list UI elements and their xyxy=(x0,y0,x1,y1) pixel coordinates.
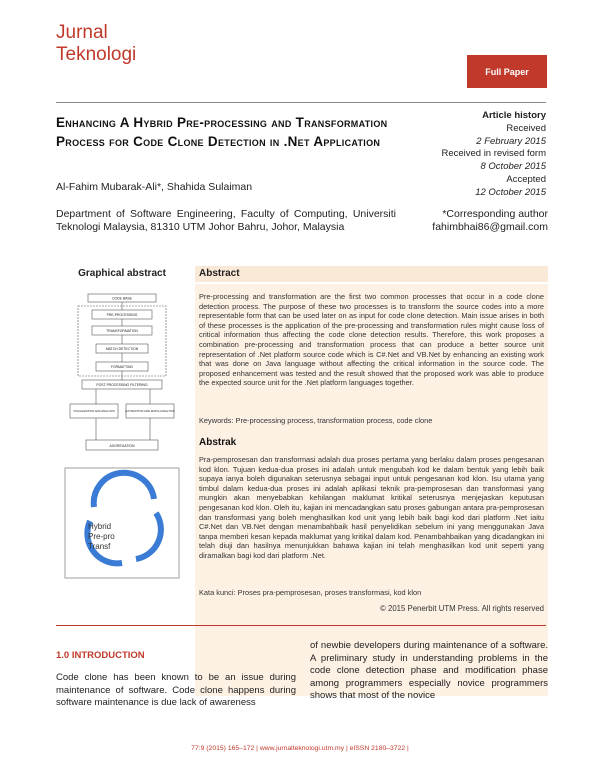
affiliation: Department of Software Engineering, Faculty of Computing, Universiti Teknologi Malaysia, 81310 UTM Johor Bahru, Johor, Malaysia xyxy=(56,208,396,233)
label-visualization: VISUALIZATION AND ANALYSIS xyxy=(73,409,115,413)
introduction-right-column: of newbie developers during maintenance of a software. A preliminary study in understanding problems in the code clone detection phase and modification phase among programmers especially novice programmers shows that most of the novice xyxy=(310,640,548,702)
cycle-label-hybrid: Hybrid xyxy=(88,522,112,531)
journal-logo xyxy=(56,22,136,66)
corresponding-email[interactable]: fahimbhai86@gmail.com xyxy=(432,221,548,233)
introduction-heading: 1.0 INTRODUCTION xyxy=(56,650,145,661)
label-pre-processing: PRE-PROCESSING xyxy=(106,313,138,317)
abstract-keywords: Keywords: Pre-processing process, transformation process, code clone xyxy=(199,416,433,425)
label-formatting: FORMATTING xyxy=(110,365,134,369)
abstrak-heading: Abstrak xyxy=(199,437,237,448)
paper-title: Enhancing A Hybrid Pre-processing and Transformation Process for Code Clone Detection in .Net Application xyxy=(56,115,388,149)
label-post-processing: POST-PROCESSING FILTERING xyxy=(96,383,148,387)
header-divider xyxy=(56,102,546,103)
article-history xyxy=(400,110,546,200)
accepted-label: Accepted xyxy=(506,173,546,185)
section-divider xyxy=(56,625,546,626)
cycle-label-prepro: Pre-pro xyxy=(88,532,115,541)
hybrid-cycle-diagram xyxy=(64,467,180,579)
authors: Al-Fahim Mubarak-Ali*, Shahida Sulaiman xyxy=(56,181,253,193)
process-flow-diagram xyxy=(66,292,178,460)
abstract-text: Pre-processing and transformation are the first two common processes that occur in a code clone detection process. The purpose of these two processes is to transform the source codes into a more representable form that can be used later on as input for code clone detection. Main issue arises in both of these processes is the application of the pre-processing and transformation rules might cause loss of critical information thus affecting the code clone detection results. Therefore, this work proposes a combination pre-processing and transformation process that can produce a better source unit representation of .Net platform source code which is C#.Net and VB.Net by enhancing an existing work that was done on Java language without affecting the critical information in the source code. The proposed enhancement was tested and the result showed that the proposed work was able to produce the expected source unit for the .Net platform languages together. xyxy=(199,292,544,388)
received-label: Received xyxy=(506,122,546,134)
copyright: © 2015 Penerbit UTM Press. All rights reserved xyxy=(380,604,544,613)
journal-name-line2: Teknologi xyxy=(56,44,137,65)
label-match-detection: MATCH DETECTION xyxy=(105,347,139,351)
corresponding-author xyxy=(404,208,548,234)
page-footer: 77:9 (2015) 165–172 | www.jurnalteknologi.utm.my | eISSN 2180–3722 | xyxy=(191,745,409,752)
corresponding-label: *Corresponding author xyxy=(442,208,548,220)
paper-type-badge: Full Paper xyxy=(467,55,547,88)
accepted-date: 12 October 2015 xyxy=(475,186,546,198)
journal-name-line1: Jurnal xyxy=(56,22,108,43)
revised-label: Received in revised form xyxy=(441,148,546,160)
abstract-heading: Abstract xyxy=(195,266,548,282)
revised-date: 8 October 2015 xyxy=(480,161,546,173)
abstrak-keywords: Kata kunci: Proses pra-pemprosesan, proses transformasi, kod klon xyxy=(199,588,422,597)
label-extraction: EXTRACTION AND MATCH ANALYSIS xyxy=(125,409,175,413)
label-aggregation: AGGREGATION xyxy=(109,444,135,448)
label-transformation: TRANSFORMATION xyxy=(106,329,138,333)
received-date: 2 February 2015 xyxy=(476,135,546,147)
history-label: Article history xyxy=(482,110,546,121)
graphical-abstract-heading: Graphical abstract xyxy=(56,266,188,282)
introduction-left-column: Code clone has been known to be an issue during maintenance of software. Code clone happens during software maintenance is due lack of awareness xyxy=(56,672,296,709)
label-code-base: CODE BASE xyxy=(112,296,132,301)
cycle-label-transf: Transf xyxy=(88,542,111,551)
abstrak-text: Pra-pemprosesan dan transformasi adalah dua proses pertama yang berlaku dalam proses pengesanan kod klon. Tujuan kedua-dua proses ini adalah untuk mengubah kod ke dalam bentuk yang lebih baik supaya ianya boleh digunakan seterusnya sebagai input untuk pengesanan kod klon. Isu utama yang timbul dalam kedua-dua proses ini adalah aplikasi teknik pra-pemprosesan dan transformasi yang mungkin akan menyebabkan kehilangan maklumat kritikal seterusnya menjejaskan keputusan pengesanan kod klon. Oleh itu, kajian ini mencadangkan satu proses gabungan antara pra-pemprosesan dan transformasi yang boleh menghasilkan kod unit yang lebih baik bagi kod dari platform .Net iaitu C#.Net dan VB.Net dengan menambahbaik hasil penyelidikan sebelum ini yang menggunakan Java tanpa memberi kesan kepada maklumat yang kritikal dalam kod. Penambahbaikan yang dicadangkan ini telah diuji dan hasilnya menunjukkan bahawa kajian ini telah menghasilkan kod unit seperti yang diramalkan bagi kod dari platform .Net. xyxy=(199,455,544,560)
